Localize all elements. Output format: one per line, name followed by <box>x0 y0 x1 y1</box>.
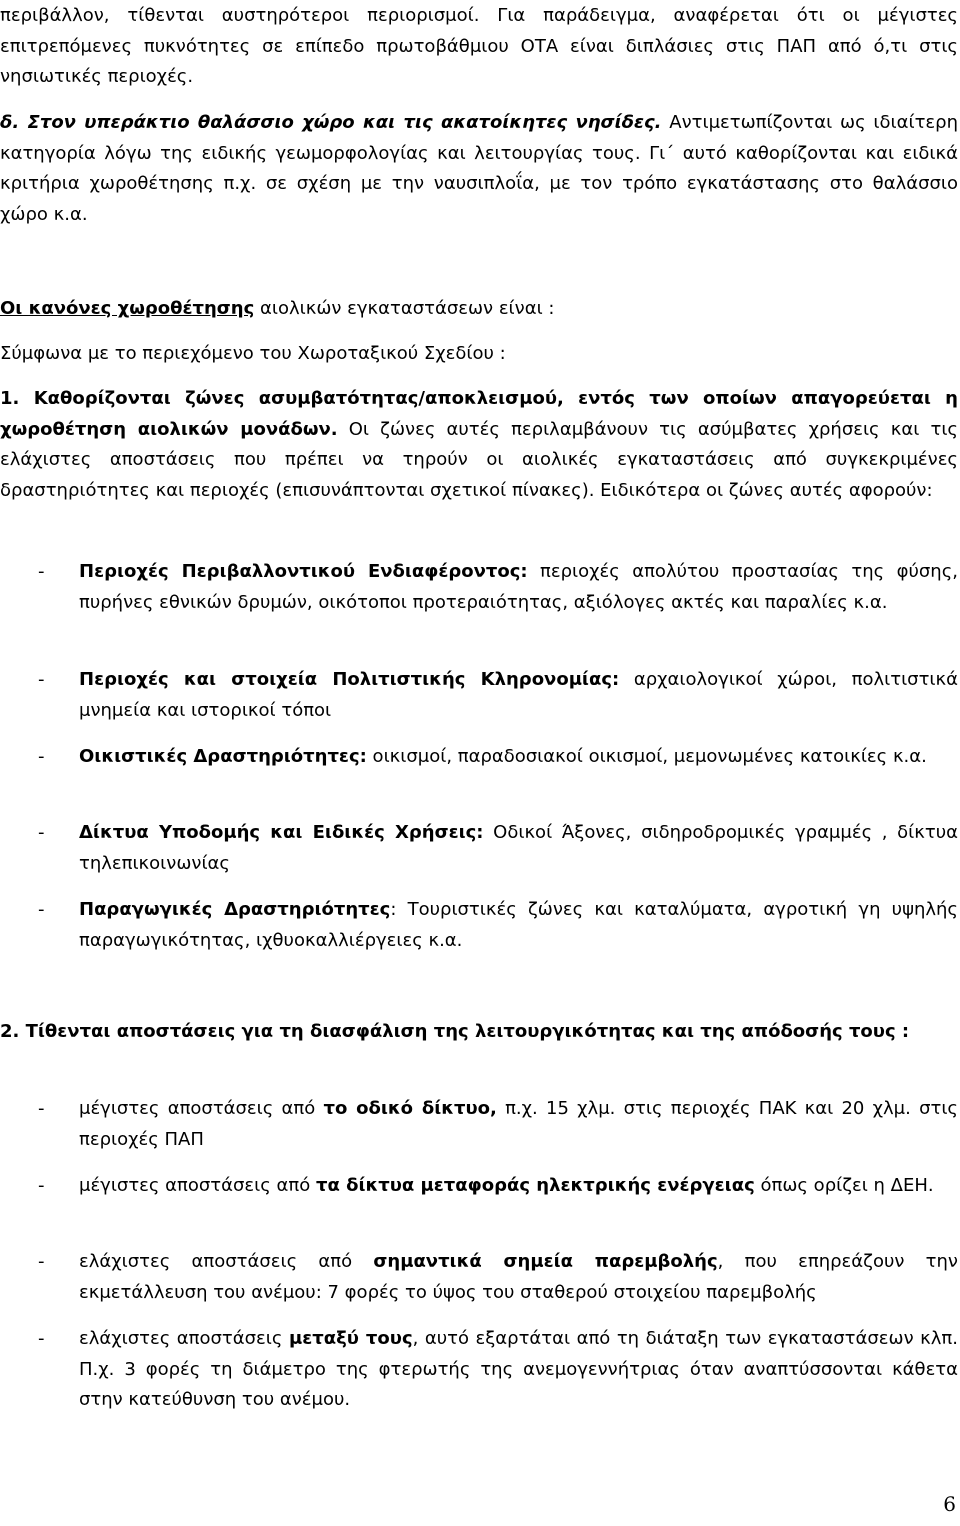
according-line <box>0 339 958 370</box>
distance-item-text <box>79 1324 958 1416</box>
distance-post: , αυτό εξαρτάται από τη διάταξη των εγκαταστάσεων κλπ. Π.χ. 3 φορές τη διάμετρο της φτερωτής της ανεμογεννήτριας όταν αναπτύσσονται κάθετα στην κατεύθυνση του ανέμου. <box>79 1328 958 1410</box>
distance-item-text <box>79 1094 958 1155</box>
distance-item-text <box>79 1171 958 1202</box>
zone-item-bold: Οικιστικές Δραστηριότητες: <box>79 746 367 767</box>
zone-item-text <box>79 742 958 773</box>
list-dash: - <box>38 822 45 843</box>
paragraph-intro-text: περιβάλλον, τίθενται αυστηρότεροι περιορισμοί. Για παράδειγμα, αναφέρεται ότι οι μέγιστες επιτρεπόμενες πυκνότητες σε επίπεδο πρωτοβάθμιου ΟΤΑ είναι διπλάσιες στις ΠΑΠ από ό,τι στις νησιωτικές περιοχές. <box>0 5 958 87</box>
list-dash: - <box>38 1175 45 1196</box>
distance-pre: ελάχιστες αποστάσεις από <box>79 1251 374 1272</box>
zone-item-text <box>79 557 958 618</box>
page-number: 6 <box>943 1492 956 1516</box>
distance-item-text <box>79 1247 958 1308</box>
zone-item-text <box>79 665 958 726</box>
distance-pre: μέγιστες αποστάσεις από <box>79 1175 316 1196</box>
distance-post: όπως ορίζει η ΔΕΗ. <box>754 1175 934 1196</box>
distance-bold: το οδικό δίκτυο, <box>323 1098 497 1119</box>
zone-item-text <box>79 818 958 879</box>
list-dash: - <box>38 1098 45 1119</box>
according-text: Σύμφωνα με το περιεχόμενο του Χωροταξικού Σχεδίου : <box>0 343 506 364</box>
distance-bold: τα δίκτυα μεταφοράς ηλεκτρικής ενέργειας <box>315 1175 755 1196</box>
delta-heading: δ. Στον υπεράκτιο θαλάσσιο χώρο και τις ακατοίκητες νησίδες. <box>0 112 662 133</box>
zone-item-text <box>79 895 958 956</box>
distance-post: , που επηρεάζουν την εκμετάλλευση του ανέμου: 7 φορές το ύψος του σταθερού στοιχείου παρεμβολής <box>79 1251 958 1303</box>
distance-pre: ελάχιστες αποστάσεις <box>79 1328 289 1349</box>
zone-item-bold: Παραγωγικές Δραστηριότητες <box>79 899 391 920</box>
zone-item-bold: Δίκτυα Υποδομής και Ειδικές Χρήσεις: <box>79 822 484 843</box>
item-1 <box>0 384 958 506</box>
item-2 <box>0 1017 958 1048</box>
zone-item-desc: περιοχές απολύτου προστασίας της φύσης, πυρήνες εθνικών δρυμών, οικότοποι προτεραιότητας, αξιόλογες ακτές και παραλίες κ.α. <box>79 561 958 613</box>
list-dash: - <box>38 899 45 920</box>
list-dash: - <box>38 669 45 690</box>
item-1-text: Οι ζώνες αυτές περιλαμβάνουν τις ασύμβατες χρήσεις και τις ελάχιστες αποστάσεις που πρέπει να τηρούν οι αιολικές εγκαταστάσεις από συγκεκριμένες δραστηριότητες και περιοχές (επισυνάπτονται σχετικοί πίνακες). Ειδικότερα οι ζώνες αυτές αφορούν: <box>0 418 958 501</box>
zone-item-desc: Οδικοί Άξονες, σιδηροδρομικές γραμμές , δίκτυα τηλεπικοινωνίας <box>79 822 959 874</box>
item-1-heading: 1. Καθορίζονται ζώνες ασυμβατότητας/αποκλεισμού, εντός των οποίων απαγορεύεται η χωροθέτηση αιολικών μονάδων. <box>0 388 958 440</box>
list-dash: - <box>38 1251 45 1272</box>
distance-bold: σημαντικά σημεία παρεμβολής <box>373 1251 718 1272</box>
list-dash: - <box>38 746 45 767</box>
rules-heading <box>0 294 958 325</box>
rules-rest: αιολικών εγκαταστάσεων είναι : <box>254 298 555 319</box>
paragraph-intro <box>0 1 958 93</box>
distance-post: π.χ. 15 χλμ. στις περιοχές ΠΑΚ και 20 χλμ. στις περιοχές ΠΑΠ <box>79 1098 958 1150</box>
zone-item-desc: οικισμοί, παραδοσιακοί οικισμοί, μεμονωμένες κατοικίες κ.α. <box>366 746 927 767</box>
item-2-heading: 2. Τίθενται αποστάσεις για τη διασφάλιση της λειτουργικότητας και της απόδοσής τους : <box>0 1021 910 1042</box>
zone-item-bold: Περιοχές Περιβαλλοντικού Ενδιαφέροντος: <box>79 561 528 582</box>
zone-item-desc: αρχαιολογικοί χώροι, πολιτιστικά μνημεία και ιστορικοί τόποι <box>79 669 958 721</box>
rules-underlined: Οι κανόνες χωροθέτησης <box>0 298 255 319</box>
distance-bold: μεταξύ τους <box>288 1328 413 1349</box>
list-dash: - <box>38 561 45 582</box>
zone-item-bold: Περιοχές και στοιχεία Πολιτιστικής Κληρονομίας: <box>79 669 620 690</box>
zone-item-desc: : Τουριστικές ζώνες και καταλύματα, αγροτική γη υψηλής παραγωγικότητας, ιχθυοκαλλιέργειες κ.α. <box>79 899 958 951</box>
distance-pre: μέγιστες αποστάσεις από <box>79 1098 324 1119</box>
delta-text: Αντιμετωπίζονται ως ιδιαίτερη κατηγορία λόγω της ειδικής γεωμορφολογίας και λειτουργίας τους. Γι΄ αυτό καθορίζονται και ειδικά κριτήρια χωροθέτησης π.χ. σε σχέση με την ναυσιπλοΐα, με τον τρόπο εγκατάστασης στο θαλάσσιο χώρο κ.α. <box>0 112 958 225</box>
list-dash: - <box>38 1328 45 1349</box>
paragraph-delta <box>0 108 958 230</box>
